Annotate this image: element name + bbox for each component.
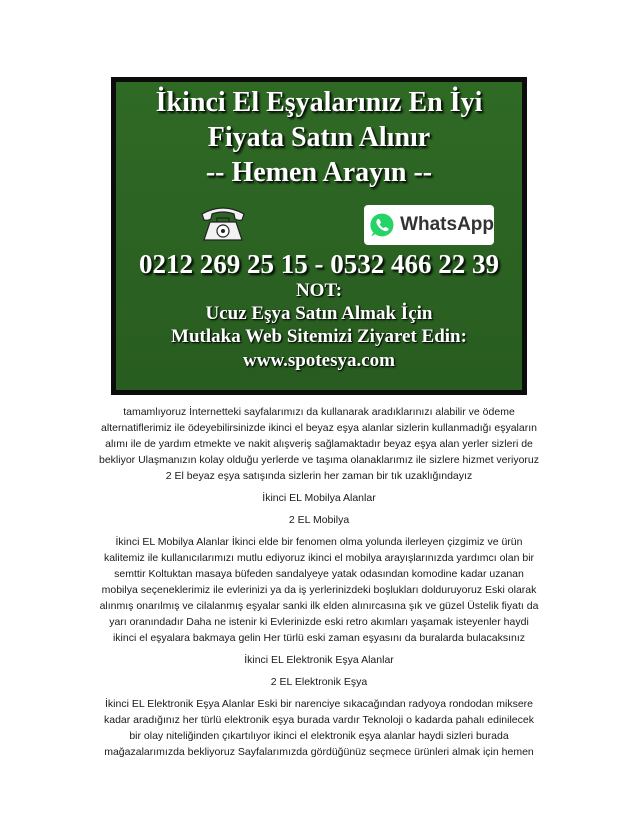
paragraph-2-line: alınmış onarılmış ve cilalanmış eşyalar sanki ilk elden alınırcasına şık ve güzel Üstelik fiyatı da <box>99 600 539 612</box>
paragraph-2-line: İkinci EL Mobilya Alanlar İkinci elde bir fenomen olma yolunda ilerleyen çizgimiz ve ürün <box>115 536 523 548</box>
banner-note-line-1: Ucuz Eşya Satın Almak İçin <box>205 303 433 324</box>
paragraph-2-line: semttir Koltuktan masaya büfeden sandalyeye yatak odasından komodine kadar uzanan <box>114 568 524 580</box>
section-1-subtitle: 2 EL Mobilya <box>288 514 350 526</box>
section-2-subtitle: 2 EL Elektronik Eşya <box>270 676 368 688</box>
paragraph-1-line: 2 El beyaz eşya satışında sizlerin her zaman bir tık uzaklığındayız <box>165 470 473 482</box>
whatsapp-icon <box>368 209 396 241</box>
paragraph-1-line: bekliyor Ulaşmanızın kolay olduğu yerlerde ve taşıma olanaklarımız ile sizlere hizmet veriyoruz <box>98 454 539 466</box>
banner-heading-line-1: İkinci El Eşyalarınız En İyi <box>155 87 483 118</box>
paragraph-3-line: mağazalarımızda bekliyoruz Sayfalarımızda gördüğünüz seçmece ürünleri almak için hemen <box>104 746 534 758</box>
paragraph-1-line: tamamlıyoruz İnternetteki sayfalarımızı da kullanarak aradıklarınızı alabilir ve ödeme <box>123 406 515 418</box>
paragraph-1-line: alternatiflerimiz ile ödeyebilirsinizde ikinci el beyaz eşya alanlar sizlerin kullanmadığı eşyaların <box>101 422 537 434</box>
paragraph-1-line: alımı ile de yardım etmekte ve nakit alışveriş sağlamaktadır beyaz eşya alan yerler sizleri de <box>105 438 533 450</box>
banner-panel <box>116 82 522 390</box>
paragraph-2-line: kalitemiz ile kullanıcılarımızı mutlu ediyoruz ikinci el mobilya arayışlarınızda yardımcı olan bir <box>103 552 535 564</box>
paragraph-2-line: ikinci el eşyalara bakmaya gelin Her türlü eski zaman eşyasını da buralarda bulacaksınız <box>112 632 526 644</box>
section-2-title: İkinci EL Elektronik Eşya Alanlar <box>244 654 394 666</box>
banner-phone-numbers: 0212 269 25 15 - 0532 466 22 39 <box>139 249 499 279</box>
section-1-title: İkinci EL Mobilya Alanlar <box>262 492 376 504</box>
banner-heading-line-2: Fiyata Satın Alınır <box>207 122 431 153</box>
paragraph-2-line: yarı oranındadır Daha ne istenir ki Evlerinizde eski retro akımları yaşamak isteyenler haydi <box>109 616 529 628</box>
paragraph-3-line: bir olay niteliğinden çıkartılıyor ikinci el elektronik eşya alanlar haydi sizleri burada <box>129 730 509 742</box>
paragraph-3-line: kadar aradığınız her türlü elektronik eşya burada vardır Teknoloji o kadarda pahalı edinilecek <box>104 714 534 726</box>
whatsapp-badge <box>364 205 494 245</box>
paragraph-3-line: İkinci EL Elektronik Eşya Alanlar Eski bir narenciye sıkacağından radyoya rondodan miksere <box>105 698 533 710</box>
banner-website: www.spotesya.com <box>243 350 395 371</box>
banner-note-line-2: Mutlaka Web Sitemizi Ziyaret Edin: <box>171 326 467 347</box>
whatsapp-label: WhatsApp <box>400 214 494 235</box>
banner-heading-line-3: -- Hemen Arayın -- <box>205 157 433 188</box>
advertisement-banner <box>111 77 527 395</box>
paragraph-2-line: mobilya seçeneklerimiz ile evlerinizi ya da iş yerlerinizdeki boşlukları dolduruyoruz Eski olarak <box>101 584 537 596</box>
telephone-icon <box>198 200 248 242</box>
banner-note-title: NOT: <box>295 280 343 301</box>
